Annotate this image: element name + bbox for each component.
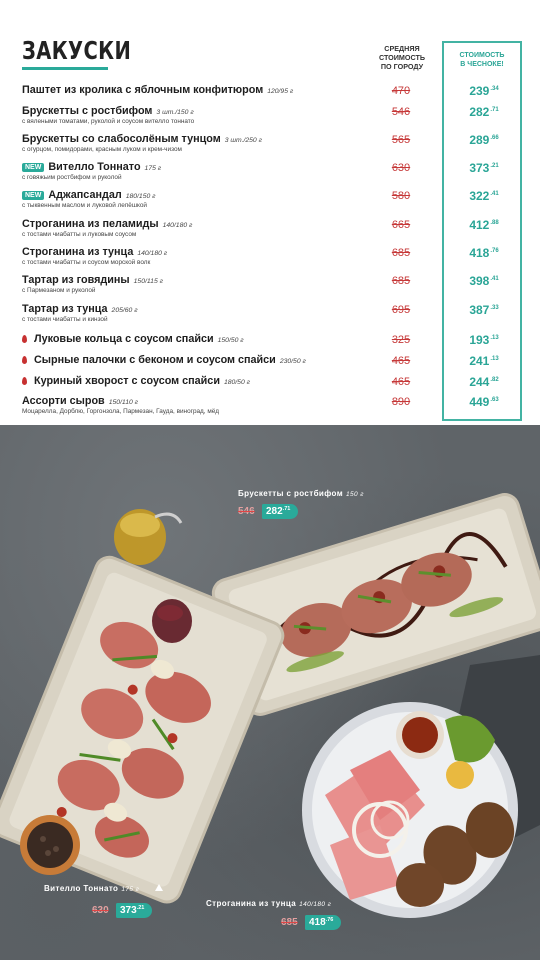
menu-item-name: [22, 189, 156, 201]
menu-item-name: [34, 375, 250, 387]
our-price: [444, 375, 524, 389]
caption-bruschetta-old-price: 546: [238, 506, 255, 517]
our-price-value: 373: [469, 161, 490, 175]
menu-item-title: Тартар из тунца: [22, 303, 108, 315]
menu-item-name: [22, 303, 138, 315]
menu-item-weight: 150/50 г: [217, 337, 244, 344]
menu-item-weight: 120/95 г: [267, 88, 294, 95]
avg-city-price: 890: [391, 396, 411, 408]
our-price: [444, 161, 524, 175]
our-price-value: 449: [469, 395, 490, 409]
menu-item-title: Паштет из кролика с яблочным конфитюром: [22, 84, 264, 96]
our-price-header: [446, 52, 518, 69]
menu-item-weight: 3 шт./250 г: [224, 137, 262, 144]
caption-tuna-old-price: 685: [281, 917, 298, 928]
avg-price-header-line: СТОИМОСТЬ: [378, 53, 426, 62]
our-price-cents: .21: [490, 163, 499, 169]
our-price: [444, 246, 524, 260]
menu-item-name: [34, 333, 244, 345]
our-price-value: 244: [469, 375, 490, 389]
our-price: [444, 303, 524, 317]
our-price: [444, 84, 524, 98]
menu-item-name: [22, 395, 138, 407]
our-price: [444, 218, 524, 232]
menu-item: [22, 161, 534, 187]
avg-price-header-line: ПО ГОРОДУ: [380, 62, 424, 71]
avg-city-price: 470: [391, 85, 411, 97]
avg-city-price: 685: [391, 247, 411, 259]
our-price-value: 289: [469, 133, 490, 147]
caption-vitello-new-price-value: 373: [120, 905, 137, 916]
title-underline: [22, 67, 108, 70]
chili-pepper-icon: [22, 335, 27, 343]
menu-item-name: [22, 246, 167, 258]
our-price-value: 387: [469, 303, 490, 317]
avg-city-price: 580: [391, 190, 411, 202]
menu-item-weight: 205/60 г: [111, 307, 138, 314]
food-photo: [0, 425, 540, 960]
menu-item-title: Луковые кольца с соусом спайси: [34, 333, 214, 345]
menu-item-description: с тыквенным маслом и луковой лепёшкой: [22, 202, 147, 209]
menu-item-name: [22, 84, 293, 96]
menu-item-weight: 180/150 г: [125, 193, 156, 200]
menu-item: [22, 189, 534, 215]
avg-city-price: 325: [391, 334, 411, 346]
avg-city-price: 685: [391, 275, 411, 287]
our-price-header-line: СТОИМОСТЬ: [459, 52, 505, 59]
menu-section: [0, 0, 540, 425]
avg-price-header: [370, 44, 434, 71]
menu-item-weight: 140/180 г: [137, 250, 168, 257]
page-title: ЗАКУСКИ: [22, 36, 132, 65]
our-price: [444, 189, 524, 203]
avg-price-header-line: СРЕДНЯЯ: [384, 44, 420, 53]
our-price: [444, 105, 524, 119]
menu-item: [22, 246, 534, 272]
our-price-cents: .71: [490, 107, 499, 113]
menu-item-title: Аджапсандал: [48, 189, 122, 201]
menu-item-title: Ассорти сыров: [22, 395, 105, 407]
avg-city-price: 465: [391, 355, 411, 367]
menu-item-name: [22, 161, 161, 173]
caption-tuna: [206, 899, 331, 908]
our-price-value: 241: [469, 354, 490, 368]
our-price-header-line: В ЧЕСНОКЕ!: [460, 60, 504, 68]
caption-bruschetta-new-price-value: 282: [266, 506, 283, 517]
menu-item-weight: 180/50 г: [223, 379, 250, 386]
chili-pepper-icon: [22, 356, 27, 364]
caption-bruschetta: [238, 489, 364, 498]
our-price-cents: .34: [490, 86, 499, 92]
avg-city-price: 695: [391, 304, 411, 316]
our-price-value: 412: [469, 218, 490, 232]
menu-item-title: Вителло Тоннато: [48, 161, 141, 173]
menu-item-weight: 230/50 г: [279, 358, 306, 365]
avg-city-price: 465: [391, 376, 411, 388]
our-price-cents: .66: [490, 135, 499, 141]
avg-city-price: 665: [391, 219, 411, 231]
caption-vitello-new-price-cents: .21: [136, 905, 145, 911]
menu-item-description: с тостами чиабатты и луковым соусом: [22, 231, 137, 238]
our-price-value: 322: [469, 189, 490, 203]
menu-item: [22, 395, 534, 421]
menu-item-title: Строганина из пеламиды: [22, 218, 159, 230]
menu-item-title: Сырные палочки с беконом и соусом спайси: [34, 354, 276, 366]
caption-tuna-new-price: [305, 915, 341, 930]
our-price: [444, 274, 524, 288]
menu-item-description: с Пармезаном и руколой: [22, 287, 96, 294]
chili-pepper-icon: [22, 377, 27, 385]
our-price-cents: .13: [490, 356, 499, 362]
caption-vitello-new-price: [116, 903, 152, 918]
caption-vitello-old-price: 630: [92, 905, 109, 916]
menu-item-weight: 140/180 г: [162, 222, 193, 229]
menu-item: [22, 274, 534, 300]
caption-vitello-weight: 175 г: [121, 886, 140, 893]
menu-item-title: Куриный хворост с соусом спайси: [34, 375, 220, 387]
menu-item-title: Брускетты с ростбифом: [22, 105, 153, 117]
pepper-bowl: [20, 815, 80, 875]
menu-item-title: Строганина из тунца: [22, 246, 134, 258]
menu-item: [22, 105, 534, 131]
menu-item-name: [34, 354, 306, 366]
new-badge: NEW: [22, 163, 44, 172]
menu-item-name: [22, 274, 163, 286]
our-price: [444, 395, 524, 409]
caption-tuna-weight: 140/180 г: [299, 901, 332, 908]
menu-item-description: с огурцом, помидорами, красным луком и крем-чизом: [22, 146, 182, 153]
menu-item-title: Брускетты со слабосолёным тунцом: [22, 133, 221, 145]
caption-bruschetta-new-price: [262, 504, 298, 519]
menu-item-name: [22, 133, 262, 145]
our-price-cents: .33: [490, 305, 499, 311]
our-price-cents: .76: [490, 248, 499, 254]
menu-item-description: с говяжьим ростбифом и руколой: [22, 174, 122, 181]
caption-bruschetta-name: Брускетты с ростбифом: [238, 489, 344, 498]
menu-item-title: Тартар из говядины: [22, 274, 130, 286]
menu-item-description: с тостами чиабатты и соусом морской волк: [22, 259, 151, 266]
caption-tuna-new-price-value: 418: [309, 917, 326, 928]
our-price-value: 239: [469, 84, 490, 98]
menu-item-weight: 150/110 г: [108, 399, 139, 406]
tuna-plate: [302, 702, 518, 918]
menu-item-description: с вялеными томатами, руколой и соусом вителло тоннато: [22, 118, 195, 125]
our-price-cents: .63: [490, 397, 499, 403]
avg-city-price: 630: [391, 162, 411, 174]
caption-tuna-new-price-cents: .76: [325, 917, 334, 923]
menu-item-name: [22, 218, 192, 230]
caption-vitello: [44, 884, 139, 893]
menu-item: [22, 218, 534, 244]
avg-city-price: 546: [391, 106, 411, 118]
our-price: [444, 333, 524, 347]
triangle-icon: [155, 884, 163, 891]
menu-item: [22, 133, 534, 159]
caption-bruschetta-weight: 150 г: [346, 491, 364, 498]
menu-item-description: с тостами чиабатты и кинзой: [22, 316, 108, 323]
caption-vitello-name: Вителло Тоннато: [44, 884, 119, 893]
our-price: [444, 133, 524, 147]
menu-item-name: [22, 105, 194, 117]
our-price-value: 282: [469, 105, 490, 119]
our-price-cents: .88: [490, 220, 499, 226]
menu-item-weight: 3 шт./150 г: [156, 109, 194, 116]
menu-item-description: Моцарелла, Дорблю, Горгонзола, Пармезан, Гауда, виноград, мёд: [22, 408, 220, 415]
our-price-value: 418: [469, 246, 490, 260]
new-badge: NEW: [22, 191, 44, 200]
our-price-cents: .41: [490, 276, 499, 282]
our-price-cents: .41: [490, 191, 499, 197]
caption-bruschetta-new-price-cents: .71: [282, 506, 291, 512]
caption-tuna-name: Строганина из тунца: [206, 899, 297, 908]
menu-item-weight: 175 г: [144, 165, 162, 172]
our-price-value: 193: [469, 333, 490, 347]
menu-item: [22, 303, 534, 329]
our-price: [444, 354, 524, 368]
menu-item-weight: 150/115 г: [133, 278, 163, 285]
avg-city-price: 565: [391, 134, 411, 146]
our-price-cents: .82: [490, 377, 499, 383]
our-price-value: 398: [469, 274, 490, 288]
our-price-cents: .13: [490, 335, 499, 341]
